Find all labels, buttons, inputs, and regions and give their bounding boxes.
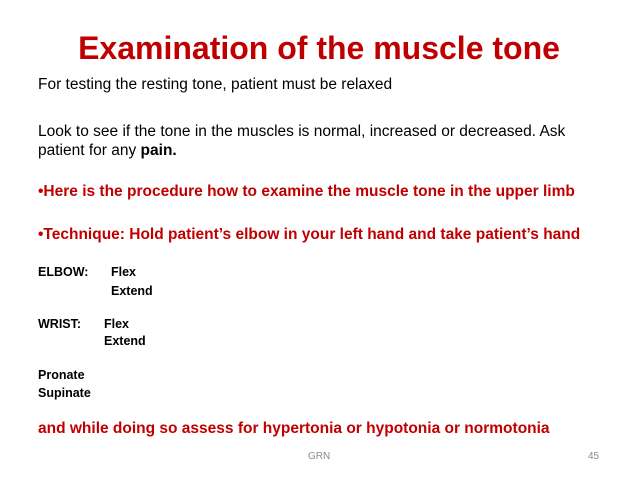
elbow-label: ELBOW: [38, 265, 89, 279]
elbow-flex: Flex [111, 265, 137, 279]
slide-title: Examination of the muscle tone [78, 30, 560, 66]
body-line-relaxed: For testing the resting tone, patient must be relaxed [38, 76, 393, 93]
bullet-procedure: •Here is the procedure how to examine the muscle tone in the upper limb [38, 183, 575, 200]
closing-line: and while doing so assess for hypertonia or hypotonia or normotonia [38, 420, 550, 437]
wrist-label: WRIST: [38, 317, 82, 331]
elbow-extend: Extend [111, 284, 153, 298]
body-line-tone-b-text: patient for any [38, 142, 141, 159]
wrist-extend: Extend [104, 334, 146, 348]
footer-author: GRN [308, 451, 331, 462]
supinate: Supinate [38, 386, 91, 400]
body-line-tone-a: Look to see if the tone in the muscles is normal, increased or decreased. Ask [38, 123, 566, 140]
pain-emphasis: pain. [140, 142, 177, 159]
pronate: Pronate [38, 368, 85, 382]
wrist-flex: Flex [104, 317, 130, 331]
body-line-tone-b [38, 142, 177, 160]
bullet-technique: •Technique: Hold patient’s elbow in your left hand and take patient’s hand [38, 226, 581, 243]
footer-page-number: 45 [588, 451, 600, 462]
